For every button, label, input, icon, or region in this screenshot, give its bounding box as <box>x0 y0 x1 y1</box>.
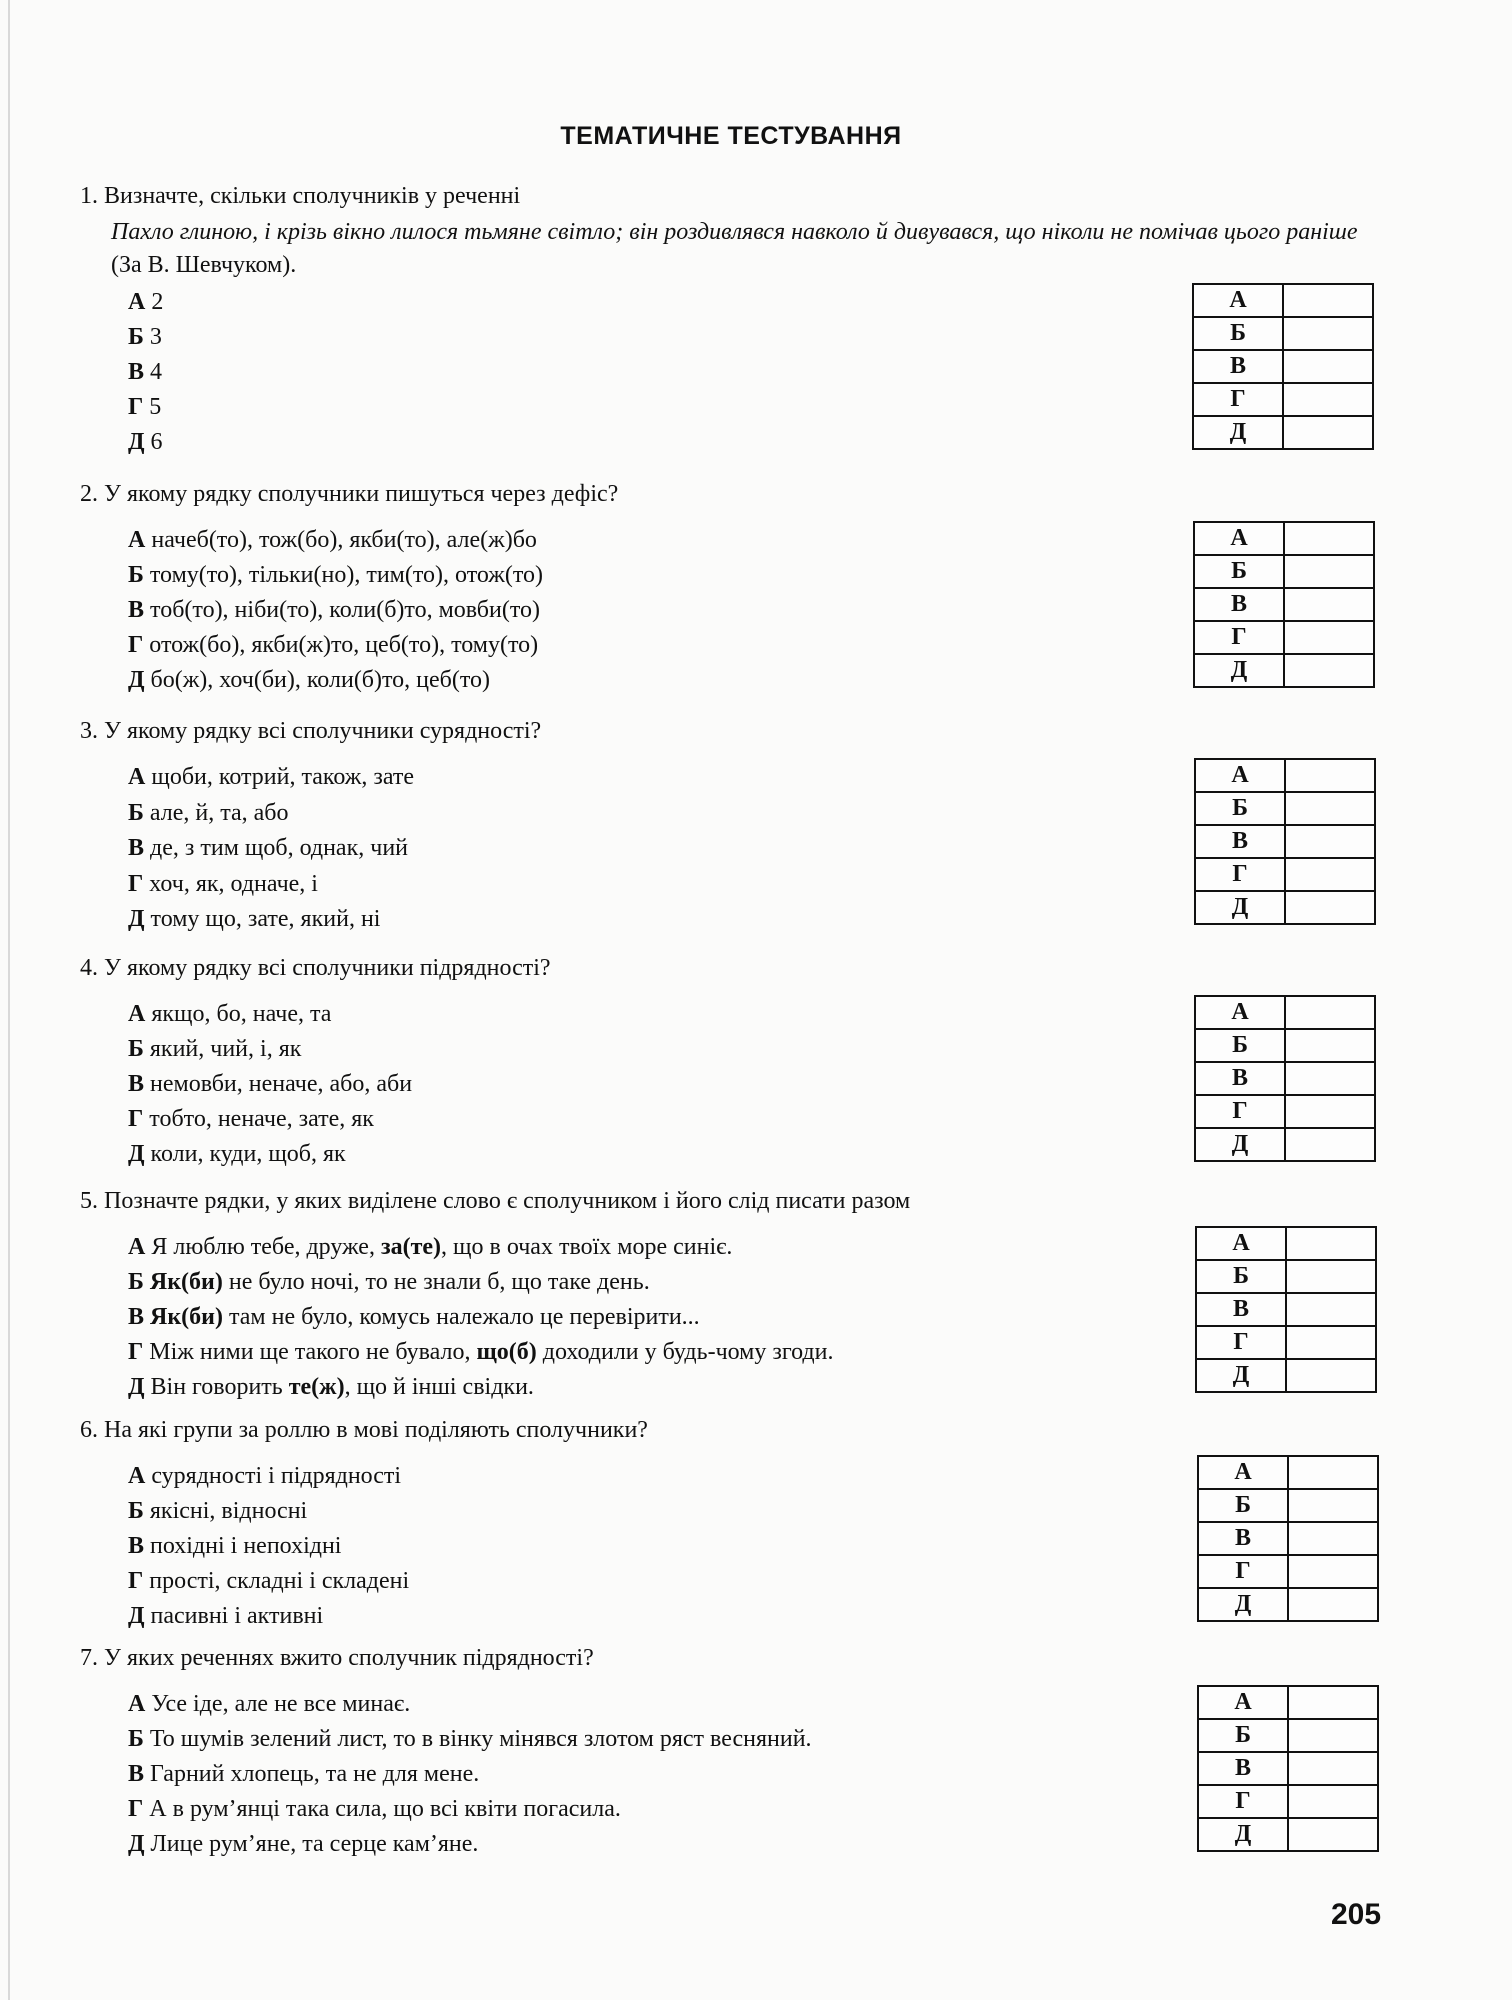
answer-letter: Б <box>1195 1029 1285 1062</box>
option-a: А 2 <box>128 289 164 315</box>
option-c: В тоб(то), ніби(то), коли(б)то, мовби(то) <box>128 597 541 623</box>
answer-grid <box>1197 1455 1379 1622</box>
answer-cell[interactable] <box>1284 654 1374 687</box>
answer-cell[interactable] <box>1285 1062 1375 1095</box>
option-d: Г тобто, неначе, зате, як <box>128 1106 374 1132</box>
answer-cell[interactable] <box>1283 284 1373 317</box>
option-c: В немовби, неначе, або, аби <box>128 1071 413 1097</box>
option-b: Б 3 <box>128 324 162 350</box>
answer-cell[interactable] <box>1285 759 1375 792</box>
option-b: Б тому(то), тільки(но), тим(то), отож(то) <box>128 562 544 588</box>
answer-cell[interactable] <box>1285 1029 1375 1062</box>
answer-letter: Б <box>1196 1260 1286 1293</box>
answer-letter: А <box>1195 996 1285 1029</box>
answer-cell[interactable] <box>1285 792 1375 825</box>
answer-grid <box>1194 758 1376 925</box>
answer-letter: Д <box>1198 1818 1288 1851</box>
answer-cell[interactable] <box>1283 317 1373 350</box>
answer-cell[interactable] <box>1286 1293 1376 1326</box>
answer-letter: Б <box>1194 555 1284 588</box>
answer-cell[interactable] <box>1288 1686 1378 1719</box>
option-d: Г А в рум’янці така сила, що всі квіти погасила. <box>128 1796 621 1822</box>
answer-cell[interactable] <box>1288 1719 1378 1752</box>
answer-cell[interactable] <box>1288 1456 1378 1489</box>
answer-letter: Б <box>1198 1489 1288 1522</box>
question-passage: Пахло глиною, і крізь вікно лилося тьмяне світло; він роздивлявся навколо й дивувався, що ніколи не помічав цього раніше (За В. Шевчуком). <box>111 219 1358 278</box>
answer-cell[interactable] <box>1286 1260 1376 1293</box>
question-text: 7. У яких реченнях вжито сполучник підрядності? <box>80 1645 594 1671</box>
answer-letter: А <box>1195 759 1285 792</box>
answer-grid <box>1197 1685 1379 1852</box>
answer-letter: Г <box>1195 1095 1285 1128</box>
answer-letter: Б <box>1198 1719 1288 1752</box>
answer-grid <box>1195 1226 1377 1393</box>
answer-letter: Г <box>1195 858 1285 891</box>
answer-letter: А <box>1194 522 1284 555</box>
answer-cell[interactable] <box>1286 1227 1376 1260</box>
option-a: А Я люблю тебе, друже, за(те), що в очах твоїх море синіє. <box>128 1234 733 1260</box>
answer-letter: А <box>1193 284 1283 317</box>
question-text: 3. У якому рядку всі сполучники сурядності? <box>80 718 542 744</box>
option-c: В Гарний хлопець, та не для мене. <box>128 1761 480 1787</box>
question-text: 2. У якому рядку сполучники пишуться через дефіс? <box>80 481 619 507</box>
answer-letter: Д <box>1195 891 1285 924</box>
option-e: Д 6 <box>128 429 163 455</box>
answer-cell[interactable] <box>1285 891 1375 924</box>
option-a: А Усе іде, але не все минає. <box>128 1691 411 1717</box>
answer-cell[interactable] <box>1288 1785 1378 1818</box>
page-title: ТЕМАТИЧНЕ ТЕСТУВАННЯ <box>560 122 902 150</box>
answer-letter: Г <box>1198 1785 1288 1818</box>
page-number: 205 <box>1331 1898 1382 1931</box>
answer-letter: Г <box>1196 1326 1286 1359</box>
answer-cell[interactable] <box>1284 621 1374 654</box>
option-a: А сурядності і підрядності <box>128 1463 402 1489</box>
option-a: А якщо, бо, наче, та <box>128 1001 332 1027</box>
option-b: Б якісні, відносні <box>128 1498 308 1524</box>
answer-cell[interactable] <box>1288 1588 1378 1621</box>
answer-letter: Г <box>1194 621 1284 654</box>
option-c: В Як(би) там не було, комусь належало це перевірити... <box>128 1304 700 1330</box>
answer-letter: А <box>1196 1227 1286 1260</box>
answer-cell[interactable] <box>1288 1489 1378 1522</box>
option-d: Г прості, складні і складені <box>128 1568 410 1594</box>
option-d: Г хоч, як, одначе, і <box>128 871 318 897</box>
option-e: Д коли, куди, щоб, як <box>128 1141 346 1167</box>
option-d: Г отож(бо), якби(ж)то, цеб(то), тому(то) <box>128 632 539 658</box>
page-margin-line <box>8 0 10 2000</box>
answer-letter: В <box>1198 1752 1288 1785</box>
answer-cell[interactable] <box>1284 588 1374 621</box>
answer-letter: В <box>1195 825 1285 858</box>
answer-letter: В <box>1195 1062 1285 1095</box>
answer-letter: Д <box>1194 654 1284 687</box>
answer-letter: Д <box>1195 1128 1285 1161</box>
answer-letter: А <box>1198 1686 1288 1719</box>
answer-cell[interactable] <box>1285 1128 1375 1161</box>
option-b: Б Як(би) не було ночі, то не знали б, що таке день. <box>128 1269 650 1295</box>
question-text: 6. На які групи за роллю в мові поділяють сполучники? <box>80 1417 648 1443</box>
option-c: В 4 <box>128 359 163 385</box>
answer-cell[interactable] <box>1283 350 1373 383</box>
option-e: Д тому що, зате, який, ні <box>128 906 381 932</box>
answer-grid <box>1192 283 1374 450</box>
answer-cell[interactable] <box>1285 858 1375 891</box>
answer-letter: А <box>1198 1456 1288 1489</box>
answer-cell[interactable] <box>1288 1818 1378 1851</box>
option-a: А начеб(то), тож(бо), якби(то), але(ж)бо <box>128 527 537 553</box>
answer-letter: В <box>1194 588 1284 621</box>
answer-letter: В <box>1196 1293 1286 1326</box>
answer-letter: Д <box>1193 416 1283 449</box>
option-c: В де, з тим щоб, однак, чий <box>128 835 409 861</box>
answer-cell[interactable] <box>1285 996 1375 1029</box>
answer-cell[interactable] <box>1286 1326 1376 1359</box>
answer-cell[interactable] <box>1284 555 1374 588</box>
answer-letter: В <box>1198 1522 1288 1555</box>
answer-cell[interactable] <box>1288 1555 1378 1588</box>
question-text: 4. У якому рядку всі сполучники підрядності? <box>80 955 551 981</box>
question-text: 1. Визначте, скільки сполучників у реченні <box>80 183 521 209</box>
option-b: Б який, чий, і, як <box>128 1036 302 1062</box>
answer-letter: Д <box>1198 1588 1288 1621</box>
question-text: 5. Позначте рядки, у яких виділене слово є сполучником і його слід писати разом <box>80 1188 911 1214</box>
passage-source: (За В. Шевчуком). <box>111 252 297 278</box>
answer-cell[interactable] <box>1288 1752 1378 1785</box>
option-d: Г 5 <box>128 394 162 420</box>
answer-letter: Г <box>1193 383 1283 416</box>
answer-cell[interactable] <box>1285 825 1375 858</box>
option-a: А щоби, котрий, також, зате <box>128 764 414 790</box>
answer-cell[interactable] <box>1286 1359 1376 1392</box>
answer-letter: Б <box>1193 317 1283 350</box>
answer-letter: Г <box>1198 1555 1288 1588</box>
option-b: Б То шумів зелений лист, то в вінку мінявся злотом ряст весняний. <box>128 1726 812 1752</box>
answer-cell[interactable] <box>1283 416 1373 449</box>
answer-letter: В <box>1193 350 1283 383</box>
option-e: Д Лице рум’яне, та серце кам’яне. <box>128 1831 479 1857</box>
option-c: В похідні і непохідні <box>128 1533 342 1559</box>
answer-letter: Д <box>1196 1359 1286 1392</box>
answer-cell[interactable] <box>1285 1095 1375 1128</box>
option-e: Д бо(ж), хоч(би), коли(б)то, цеб(то) <box>128 667 491 693</box>
option-e: Д Він говорить те(ж), що й інші свідки. <box>128 1374 534 1400</box>
option-d: Г Між ними ще такого не бувало, що(б) доходили у будь-чому згоди. <box>128 1339 834 1365</box>
answer-grid <box>1193 521 1375 688</box>
answer-grid <box>1194 995 1376 1162</box>
answer-cell[interactable] <box>1288 1522 1378 1555</box>
option-e: Д пасивні і активні <box>128 1603 324 1629</box>
answer-cell[interactable] <box>1283 383 1373 416</box>
answer-cell[interactable] <box>1284 522 1374 555</box>
option-b: Б але, й, та, або <box>128 800 289 826</box>
answer-letter: Б <box>1195 792 1285 825</box>
